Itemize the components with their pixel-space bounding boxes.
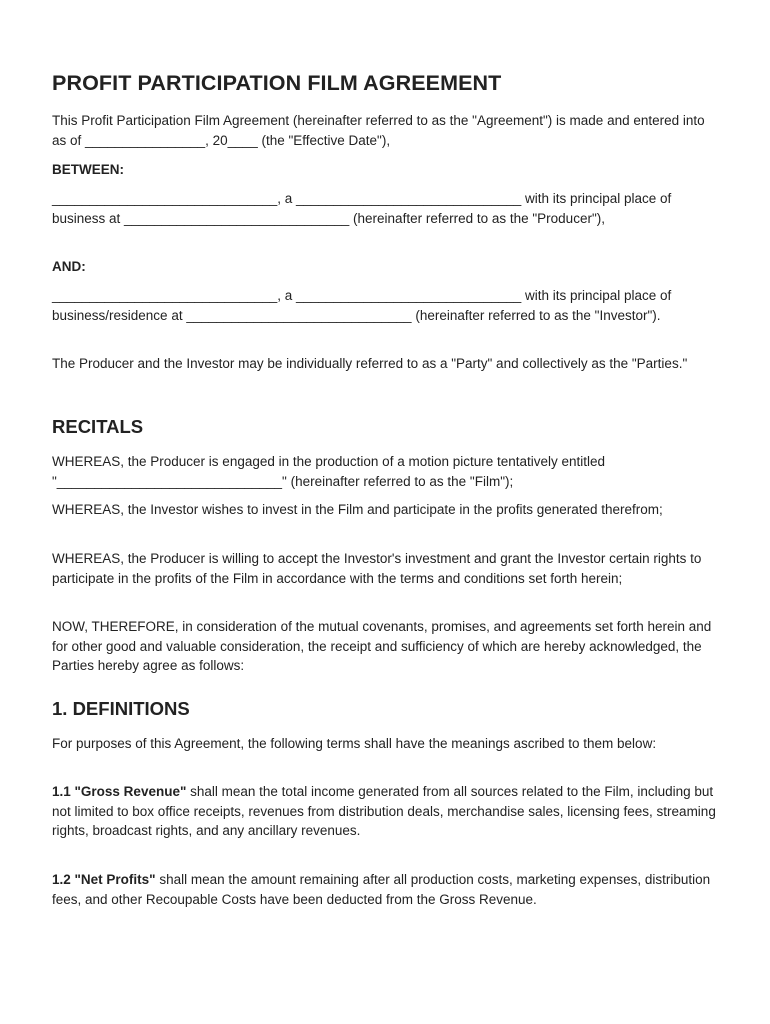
intro-paragraph: This Profit Participation Film Agreement (hereinafter referred to as the "Agreement") is made and entered into as of ________________, 20____ (the "Effective Date"), xyxy=(52,113,705,148)
parties-note-paragraph: The Producer and the Investor may be individually referred to as a "Party" and collectively as the "Parties." xyxy=(52,356,688,371)
investor-party-paragraph: ______________________________, a ______________________________ with its principal place of business/residence at ______________________________ (hereinafter referred to as the "Investor"). xyxy=(52,288,672,323)
definition-term-label: 1.1 "Gross Revenue" xyxy=(52,784,187,799)
definition-text: shall mean the total income generated from all sources related to the Film, including but not limited to box office receipts, revenues from distribution deals, merchandise sales, licensing fees, streaming rights, broadcast rights, and any ancillary revenues. xyxy=(52,784,716,838)
definition-gross-revenue xyxy=(52,782,720,841)
definitions-intro-paragraph: For purposes of this Agreement, the following terms shall have the meanings ascribed to them below: xyxy=(52,736,657,751)
definition-text: shall mean the amount remaining after all production costs, marketing expenses, distribution fees, and other Recoupable Costs have been deducted from the Gross Revenue. xyxy=(52,872,711,907)
definition-net-profits xyxy=(52,870,720,909)
and-label: AND: xyxy=(52,259,86,274)
recitals-heading: RECITALS xyxy=(52,416,144,437)
definition-term-label: 1.2 "Net Profits" xyxy=(52,872,156,887)
recital-paragraph-2: WHEREAS, the Investor wishes to invest in the Film and participate in the profits generated therefrom; xyxy=(52,502,663,517)
recital-paragraph-4: NOW, THEREFORE, in consideration of the mutual covenants, promises, and agreements set forth herein and for other good and valuable consideration, the receipt and sufficiency of which are hereby acknowledged, the Parties hereby agree as follows: xyxy=(52,619,712,673)
between-label: BETWEEN: xyxy=(52,162,124,177)
producer-party-paragraph: ______________________________, a ______________________________ with its principal place of business at ______________________________ (hereinafter referred to as the "Producer"), xyxy=(52,191,672,226)
recital-paragraph-3: WHEREAS, the Producer is willing to accept the Investor's investment and grant the Investor certain rights to participate in the profits of the Film in accordance with the terms and conditions set forth herein; xyxy=(52,551,702,586)
recital-paragraph-1: WHEREAS, the Producer is engaged in the production of a motion picture tentatively entitled "______________________________" (hereinafter referred to as the "Film"); xyxy=(52,454,606,489)
document-title: PROFIT PARTICIPATION FILM AGREEMENT xyxy=(52,71,502,95)
definitions-heading: 1. DEFINITIONS xyxy=(52,698,190,719)
